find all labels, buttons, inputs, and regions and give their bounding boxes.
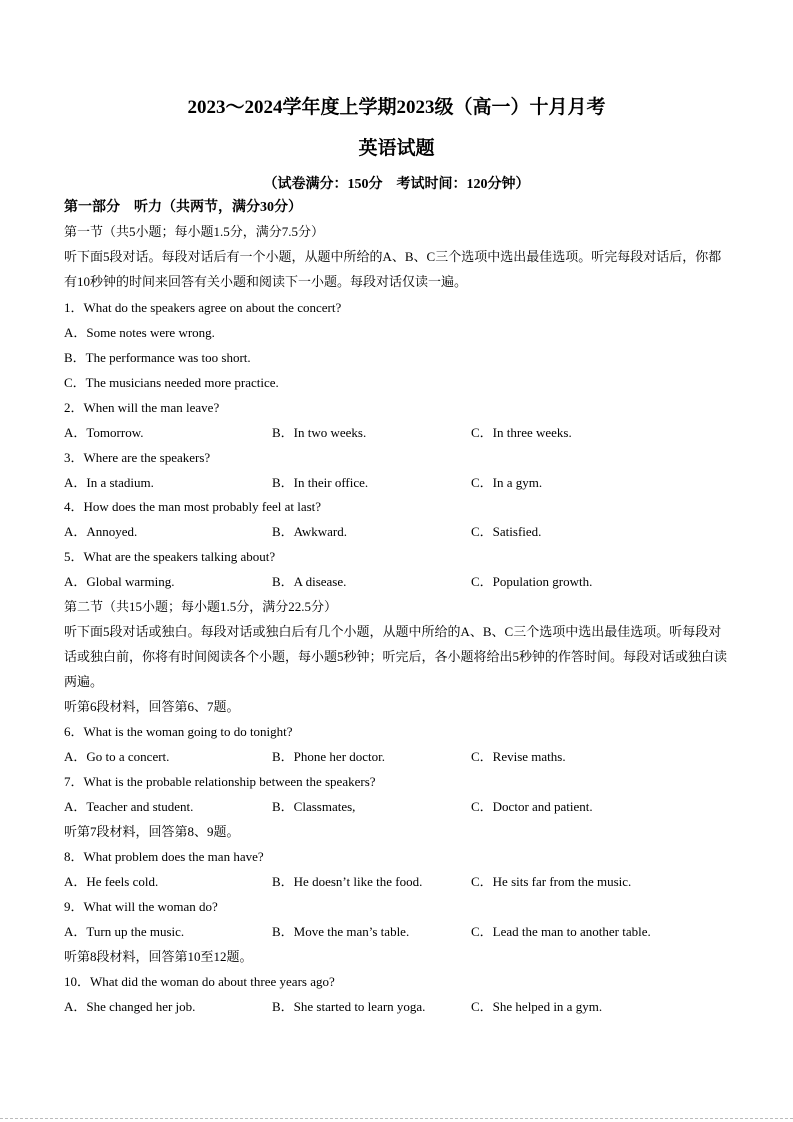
section1-heading: 第一节（共5小题；每小题1.5分，满分7.5分） bbox=[64, 224, 325, 239]
q1-option-c: C．The musicians needed more practice. bbox=[64, 375, 279, 390]
question-9: 9．What will the woman do? bbox=[64, 899, 218, 914]
section2-instructions: 听下面5段对话或独白。每段对话或独白后有几个小题，从题中所给的A、B、C三个选项中选出最佳选项。听每段对话或独白前，你将有时间阅读各个小题，每小题5秒钟；听完后，各小题将给出5秒钟的作答时间。每段对话或独白读两遍。 bbox=[64, 624, 728, 689]
question-2: 2．When will the man leave? bbox=[64, 400, 220, 415]
q2-option-c: C．In three weeks. bbox=[471, 425, 572, 440]
question-8: 8．What problem does the man have? bbox=[64, 849, 264, 864]
q2-option-a: A．Tomorrow. bbox=[64, 425, 144, 440]
q8-option-a: A．He feels cold. bbox=[64, 874, 159, 889]
material-8-note: 听第8段材料，回答第10至12题。 bbox=[64, 949, 253, 964]
q4-option-a: A．Annoyed. bbox=[64, 524, 138, 539]
question-7: 7．What is the probable relationship between the speakers? bbox=[64, 774, 376, 789]
q9-option-c: C．Lead the man to another table. bbox=[471, 924, 651, 939]
q9-option-b: B．Move the man’s table. bbox=[272, 924, 410, 939]
q10-option-c: C．She helped in a gym. bbox=[471, 999, 603, 1014]
question-3: 3．Where are the speakers? bbox=[64, 450, 211, 465]
question-10: 10．What did the woman do about three years ago? bbox=[64, 974, 335, 989]
q1-option-b: B．The performance was too short. bbox=[64, 350, 251, 365]
q1-option-a: A．Some notes were wrong. bbox=[64, 325, 215, 340]
q7-option-a: A．Teacher and student. bbox=[64, 799, 194, 814]
page-bottom-divider bbox=[0, 1118, 793, 1119]
material-6-note: 听第6段材料，回答第6、7题。 bbox=[64, 699, 240, 714]
q6-option-b: B．Phone her doctor. bbox=[272, 749, 386, 764]
exam-info: （试卷满分：150分 考试时间：120分钟） bbox=[263, 177, 530, 192]
q4-option-c: C．Satisfied. bbox=[471, 524, 542, 539]
q6-option-a: A．Go to a concert. bbox=[64, 749, 170, 764]
q3-option-a: A．In a stadium. bbox=[64, 475, 154, 490]
section1-instructions: 听下面5段对话。每段对话后有一个小题，从题中所给的A、B、C三个选项中选出最佳选项。听完每段对话后，你都有10秒钟的时间来回答有关小题和阅读下一小题。每段对话仅读一遍。 bbox=[64, 249, 722, 289]
q2-option-b: B．In two weeks. bbox=[272, 425, 367, 440]
q5-option-c: C．Population growth. bbox=[471, 574, 593, 589]
exam-title: 2023～2024学年度上学期2023级（高一）十月月考 bbox=[187, 97, 606, 118]
q3-option-b: B．In their office. bbox=[272, 475, 369, 490]
question-6: 6．What is the woman going to do tonight? bbox=[64, 724, 293, 739]
question-4: 4．How does the man most probably feel at last? bbox=[64, 499, 322, 514]
q6-option-c: C．Revise maths. bbox=[471, 749, 566, 764]
q3-option-c: C．In a gym. bbox=[471, 475, 543, 490]
question-1: 1．What do the speakers agree on about the concert? bbox=[64, 300, 342, 315]
part1-heading: 第一部分 听力（共两节，满分30分） bbox=[64, 200, 302, 215]
q5-option-a: A．Global warming. bbox=[64, 574, 175, 589]
subject-title: 英语试题 bbox=[358, 138, 435, 159]
q4-option-b: B．Awkward. bbox=[272, 524, 347, 539]
q7-option-c: C．Doctor and patient. bbox=[471, 799, 593, 814]
material-7-note: 听第7段材料，回答第8、9题。 bbox=[64, 824, 240, 839]
q10-option-a: A．She changed her job. bbox=[64, 999, 196, 1014]
q8-option-b: B．He doesn’t like the food. bbox=[272, 874, 423, 889]
q7-option-b: B．Classmates, bbox=[272, 799, 356, 814]
section2-heading: 第二节（共15小题；每小题1.5分，满分22.5分） bbox=[64, 599, 338, 614]
question-5: 5．What are the speakers talking about? bbox=[64, 549, 276, 564]
q5-option-b: B．A disease. bbox=[272, 574, 347, 589]
q9-option-a: A．Turn up the music. bbox=[64, 924, 185, 939]
q8-option-c: C．He sits far from the music. bbox=[471, 874, 632, 889]
q10-option-b: B．She started to learn yoga. bbox=[272, 999, 426, 1014]
